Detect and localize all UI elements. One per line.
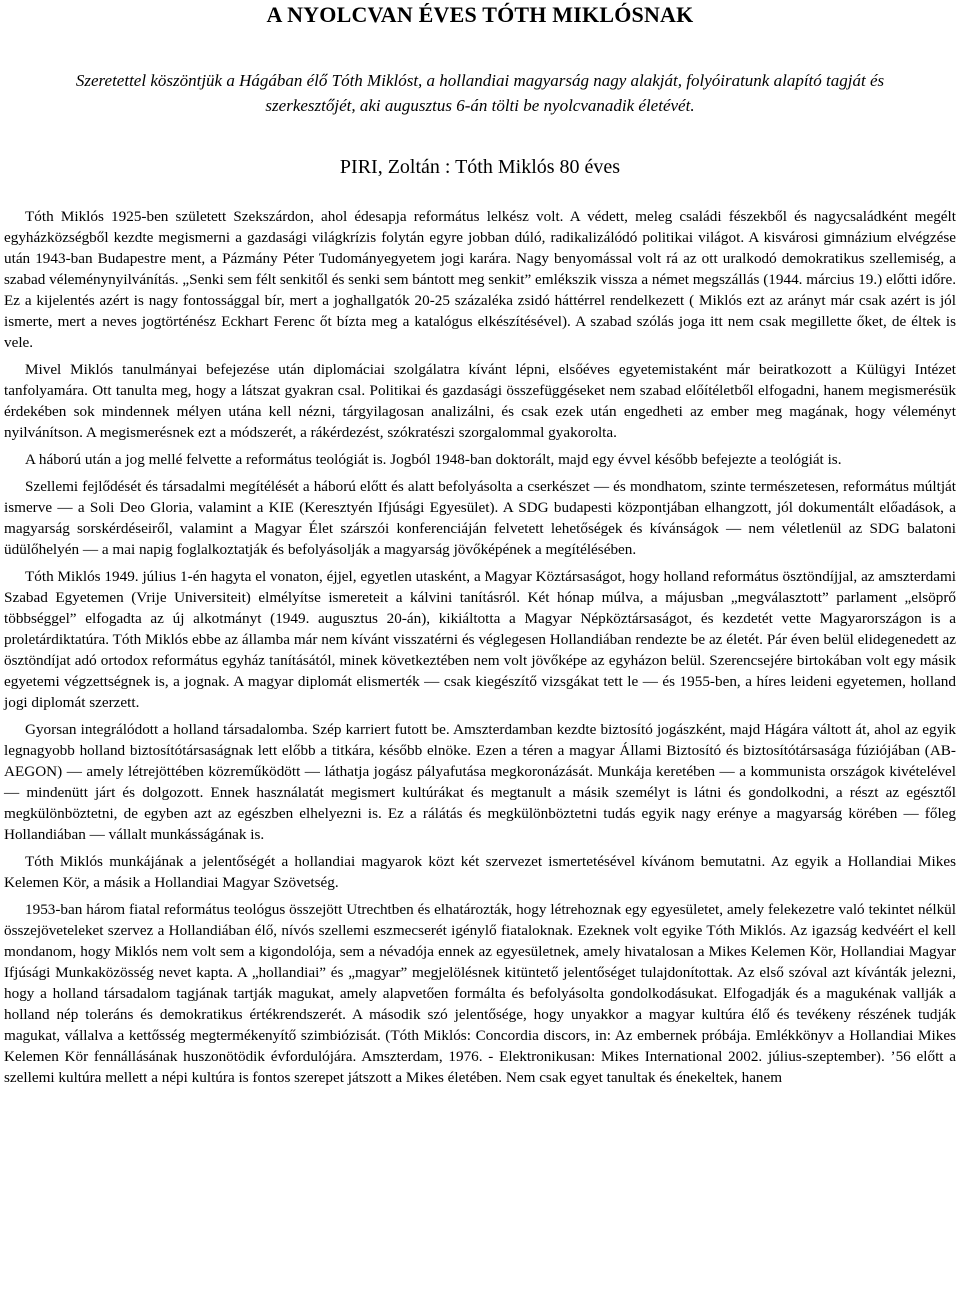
article-subtitle: PIRI, Zoltán : Tóth Miklós 80 éves [339, 156, 621, 178]
intro-paragraph: Szeretettel köszöntjük a Hágában élő Tóth Miklóst, a hollandiai magyarság nagy alakját, folyóiratunk alapító tagját és szerkesztőjét, aki augusztus 6-án tölti be nyolcvanadik életévét. [75, 71, 885, 115]
body-paragraph: Tóth Miklós munkájának a jelentőségét a hollandiai magyarok közt két szervezet ismertetésével kívánom bemutatni. Az egyik a Hollandiai Mikes Kelemen Kör, a másik a Hollandiai Magyar Szövetség. [4, 853, 956, 891]
body-paragraph: 1953-ban három fiatal református teológus összejött Utrechtben és elhatározták, hogy létrehoznak egy egyesületet, amely felekezetre való tekintet nélkül összejöveteleket szervez a Hollandiában élő, nívós szellemi eszmecserét igénylő fiataloknak. Ezeknek volt egyike Tóth Miklós. Az igazság kedvéért el kell mondanom, hogy Miklós nem volt sem a kigondolója, sem a névadója ennek az egyesületnek, amely hivatalosan a Mikes Kelemen Kör, Hollandiai Magyar Ifjúsági Munkaközösség nevet kapta. A „hollandiai” és „magyar” megjelölésnek kitüntető jelentőséget tulajdonítottak. Az első szóval azt kívánták jelezni, hogy a holland társadalom tagjának tartják magukat, amely alapvetően formálta és befolyásolta gondolkodásukat. Elfogadják és a magukénak vallják a holland nép toleráns és demokratikus értékrendszerét. A második szó jelentősége, hogy unyakkor a magyar kultúra élő és tevékeny részének tudják magukat, vállalva a kettősség megtermékenyítő szimbiózisát. (Tóth Miklós: Concordia discors, in: Az embernek próbája. Emlékkönyv a Hollandiai Mikes Kelemen Kör fennállásának huszonötödik évfordulójára. Amszterdam, 1976. - Elektronikusan: Mikes International 2002. július-szeptember). ’56 előtt a szellemi kultúra mellett a népi kultúra is fontos szerepet játszott a Mikes életében. Nem csak egyet tanultak és énekeltek, hanem [4, 901, 956, 1086]
article-body [4, 206, 956, 1088]
body-paragraph: A háború után a jog mellé felvette a református teológiát is. Jogból 1948-ban doktorált, majd egy évvel később befejezte a teológiát is. [25, 451, 842, 468]
body-paragraph: Mivel Miklós tanulmányai befejezése után diplomáciai szolgálatra kívánt lépni, elsőéves egyetemistaként már beiratkozott a Külügyi Intézet tanfolyamára. Ott tanulta meg, hogy a látszat gyakran csal. Politikai és gazdasági összefüggéseket nem szabad előítéletből elfogadni, hanem megismerésük érdekében sok mindennek mélyen utána kell nézni, tárgyilagosan analizálni, és csak ezek után engedheti az ember meg magának, hogy véleményt nyilvánítson. A megismerésnek ezt a módszerét, a rákérdezést, szókratészi szorgalommal gyakorolta. [4, 361, 956, 441]
document-title: A NYOLCVAN ÉVES TÓTH MIKLÓSNAK [266, 2, 694, 27]
body-paragraph: Gyorsan integrálódott a holland társadalomba. Szép karriert futott be. Amszterdamban kezdte biztosító jogászként, majd Hágára váltott át, ahol az egyik legnagyobb holland biztosítótársaságnak lett előbb a titkára, később elnöke. Ezen a téren a magyar Állami Biztosító és biztosítótársasága fúziójában (AB-AEGON) — amely létrejöttében közreműködött — láthatja jogász pályafutása megkoronázását. Munkája keretében — a kommunista országok kivételével — mindenütt járt és dolgozott. Ennek használatát megismert kultúrákat és megtanult a másik személyt is látni és gondolkodni, a részt az egésztől megkülönböztetni, de egyben azt az egészben elhelyezni is. Ez a rálátás és megkülönböztetni tudás egyik nagy erénye a magyarság körében — főleg Hollandiában — vállalt munkásságának is. [4, 721, 956, 843]
body-paragraph: Tóth Miklós 1925-ben született Szekszárdon, ahol édesapja református lelkész volt. A védett, meleg családi fészekből és nagycsaládként megélt egyházközségből kezdte megismerni a gazdasági világkrízis folytán egyre jobban dúló, radikalizálódó politikai világot. A kisvárosi gimnázium elvégzése után 1943-ban Budapestre ment, a Pázmány Péter Tudományegyetem jogi karára. Nagy benyomással volt rá az ott uralkodó demokratikus szellemiség, a szabad véleménynyilvánítás. „Senki sem félt senkitől és senki sem bántott meg senkit” emlékszik vissza a német megszállás (1944. március 19.) előtti időre. Ez a kijelentés azért is nagy fontossággal bír, mert a joghallgatók 20-25 százaléka zsidó háttérrel rendelkezett ( Miklós ezt az arányt már csak azért is jól ismerte, mert a neves jogtörténész Eckhart Ferenc őt bízta meg a katalógus elkészítésével). A szabad szólás joga itt nem csak megillette őket, de éltek is vele. [4, 208, 956, 351]
body-paragraph: Szellemi fejlődését és társadalmi megítélését a háború előtt és alatt befolyásolta a cserkészet — és mondhatom, szinte természetesen, református múltját ismerve — a Soli Deo Gloria, valamint a KIE (Keresztyén Ifjúsági Egyesület). A SDG budapesti központjában elhangzott, jól dokumentált előadások, a magyarság sorskérdéseiről, valamint a Magyar Élet szárszói konferenciáján felvetett lehetőségek és kívánságok — nem véletlenül az SDG balatoni üdülőhelyén — a mai napig foglalkoztatják és befolyásolják a magyarság jövőképének a megítélésében. [4, 478, 956, 558]
body-paragraph: Tóth Miklós 1949. július 1-én hagyta el vonaton, éjjel, egyetlen utasként, a Magyar Köztársaságot, hogy holland református ösztöndíjjal, az amszterdami Szabad Egyetemen (Vrije Universiteit) elmélyítse ismereteit a kálvini tanításról. Két hónap múlva, a májusban „megválasztott” parlament „elsöprő többséggel” elfogadta az új alkotmányt (1949. augusztus 20-án), kikiáltotta a Magyar Népköztársaságot, és kezdetét vette Magyarországon is a proletárdiktatúra. Tóth Miklós ebbe az államba már nem kívánt visszatérni és véglegesen Hollandiában rendezte be az életét. Pár éven belül elidegenedett az ösztöndíjat adó ortodox református egyház tanításától, minek következtében nem volt jövőképe az egyházon belül. Szerencsejére birtokában volt egy másik egyetemi végzettségnek is, a jognak. A magyar diplomát elismerték — csak kiegészítő vizsgákat tett le — és 1955-ben, a híres leideni egyetemen, holland jogi diplomát szerzett. [4, 568, 956, 711]
